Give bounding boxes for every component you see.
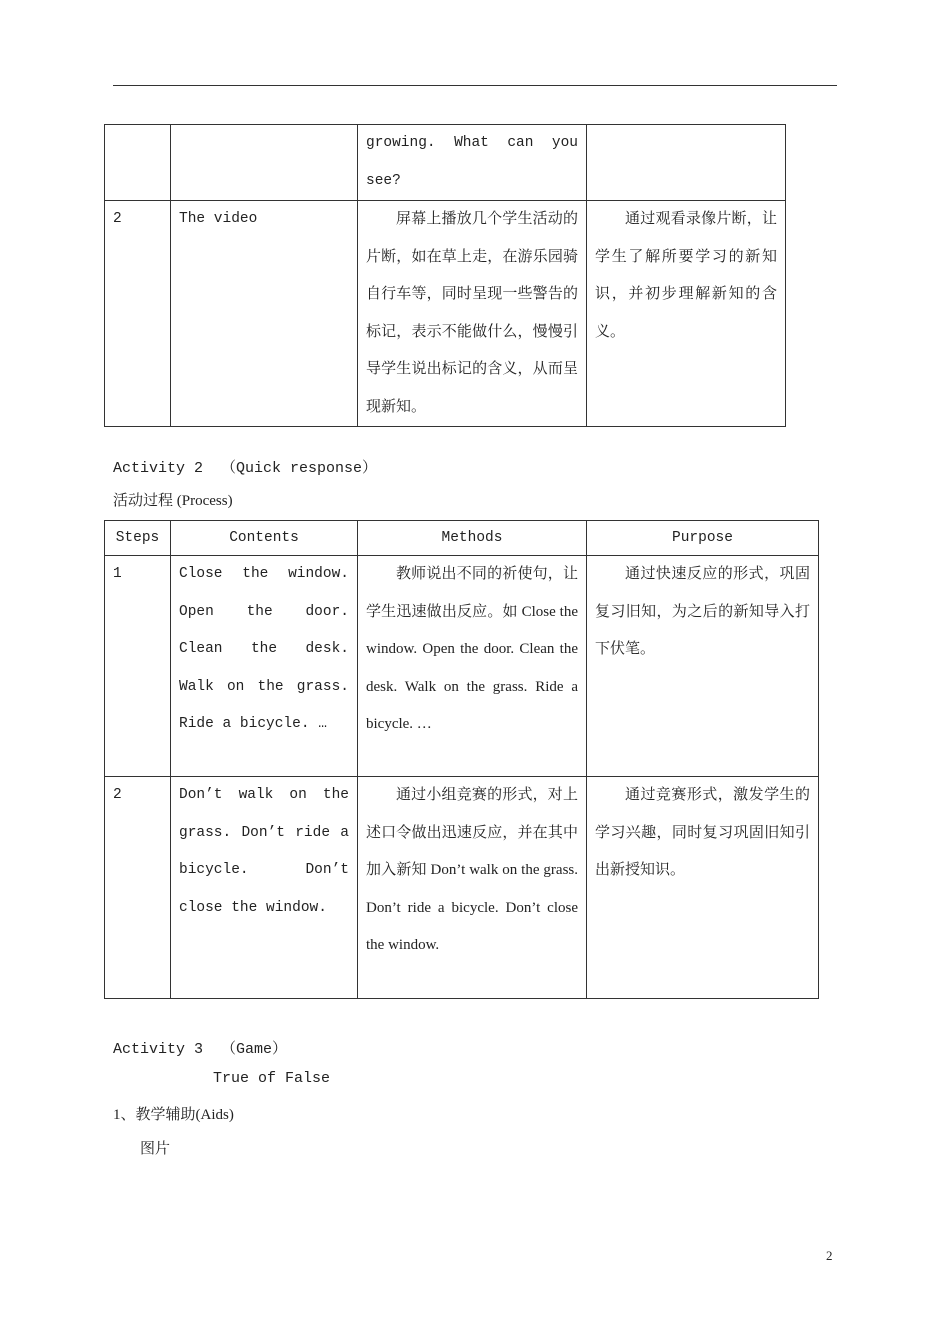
purpose-cell: 通过竞赛形式，激发学生的学习兴趣，同时复习巩固旧知引出新授知识。 <box>587 777 819 999</box>
step-cell <box>105 125 171 201</box>
purpose-cell <box>587 125 786 201</box>
table-row <box>105 556 819 777</box>
aids-item: 图片 <box>140 1141 171 1157</box>
header-contents: Contents <box>171 521 358 556</box>
method-cell: 教师说出不同的祈使句，让学生迅速做出反应。如 Close the window. Open the door. Clean the desk. Walk on the grass. Ride a bicycle. … <box>358 556 587 777</box>
content-cell: Don’t walk on the grass. Don’t ride a bicycle. Don’t close the window. <box>171 777 358 999</box>
content-cell: Close the window. Open the door. Clean the desk. Walk on the grass. Ride a bicycle. … <box>171 556 358 777</box>
method-cell: growing. What can you see? <box>358 125 587 201</box>
activity3-subtitle: True of False <box>213 1070 331 1087</box>
activity3-title: Activity 3 （Game） <box>113 1041 288 1058</box>
purpose-cell: 通过快速反应的形式，巩固复习旧知，为之后的新知导入打下伏笔。 <box>587 556 819 777</box>
page-number: 2 <box>826 1248 833 1263</box>
step-cell: 2 <box>105 201 171 427</box>
activity2-table <box>104 520 819 999</box>
method-cell: 屏幕上播放几个学生活动的片断，如在草上走，在游乐园骑自行车等，同时呈现一些警告的标记，表示不能做什么，慢慢引导学生说出标记的含义，从而呈现新知。 <box>358 201 587 427</box>
activity2-title: Activity 2 （Quick response） <box>113 460 378 477</box>
header-methods: Methods <box>358 521 587 556</box>
step-cell: 2 <box>105 777 171 999</box>
process-label: 活动过程 (Process) <box>113 493 233 509</box>
table-row <box>105 777 819 999</box>
method-cell: 通过小组竞赛的形式，对上述口令做出迅速反应，并在其中加入新知 Don’t walk on the grass. Don’t ride a bicycle. Don’t close the window. <box>358 777 587 999</box>
header-rule <box>113 85 837 86</box>
content-cell <box>171 125 358 201</box>
header-purpose: Purpose <box>587 521 819 556</box>
header-steps: Steps <box>105 521 171 556</box>
table-header-row <box>105 521 819 556</box>
table-row <box>105 125 786 201</box>
table-row <box>105 201 786 427</box>
content-cell: The video <box>171 201 358 427</box>
aids-heading: 1、教学辅助(Aids) <box>113 1107 234 1123</box>
activity1-table <box>104 124 786 427</box>
purpose-cell: 通过观看录像片断，让学生了解所要学习的新知识，并初步理解新知的含义。 <box>587 201 786 427</box>
step-cell: 1 <box>105 556 171 777</box>
